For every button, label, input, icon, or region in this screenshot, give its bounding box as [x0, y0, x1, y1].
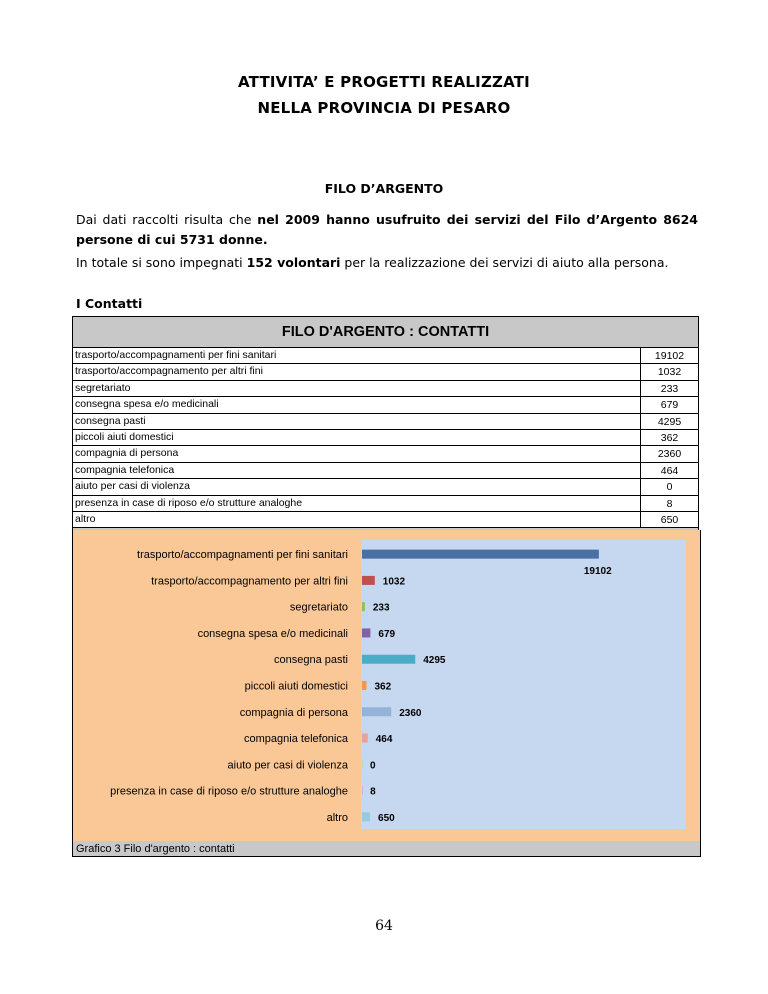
category-label: compagnia telefonica — [244, 733, 348, 746]
chart-container — [72, 530, 701, 857]
table-row-value: 8 — [666, 497, 673, 510]
bar — [362, 576, 375, 585]
bar — [362, 602, 365, 611]
table-row-label: consegna spesa e/o medicinali — [73, 397, 641, 412]
table-row-label: aiuto per casi di violenza — [73, 479, 641, 494]
intro-paragraph — [76, 210, 698, 250]
bar — [362, 628, 370, 637]
bar — [362, 734, 368, 743]
page-number: 64 — [375, 918, 393, 934]
table-row-label: compagnia telefonica — [73, 463, 641, 478]
category-label: consegna spesa e/o medicinali — [197, 627, 348, 640]
table-row — [73, 479, 698, 495]
category-label: presenza in case di riposo e/o strutture analoghe — [110, 785, 348, 798]
category-label: trasporto/accompagnamenti per fini sanitari — [137, 549, 348, 562]
bar — [362, 707, 391, 716]
data-label: 19102 — [583, 566, 612, 578]
table-row — [73, 463, 698, 479]
data-label: 2360 — [399, 707, 422, 719]
table-row-label: compagnia di persona — [73, 446, 641, 461]
page-title-line1: ATTIVITA’ E PROGETTI REALIZZATI — [238, 73, 530, 91]
data-label: 679 — [378, 628, 396, 640]
table-title: FILO D'ARGENTO : CONTATTI — [73, 317, 698, 348]
bar — [362, 681, 366, 690]
table-row — [73, 446, 698, 462]
table-body — [73, 348, 698, 528]
table-row — [73, 381, 698, 397]
table-row-value: 1032 — [657, 366, 682, 379]
data-label: 1032 — [382, 576, 406, 588]
data-label: 0 — [370, 760, 376, 772]
category-label: altro — [326, 811, 348, 824]
table-row-label: presenza in case di riposo e/o strutture analoghe — [73, 496, 641, 511]
volunteers-text-a: In totale si sono impegnati — [76, 255, 247, 270]
table-row-value: 19102 — [654, 350, 685, 362]
table-row — [73, 512, 698, 528]
table-row-value: 2360 — [657, 448, 682, 461]
data-label: 650 — [378, 812, 395, 824]
data-label: 8 — [370, 786, 376, 798]
table-row-value: 0 — [666, 481, 673, 494]
table-row-label: piccoli aiuti domestici — [73, 430, 641, 445]
intro-bold-text: nel 2009 hanno usufruito dei servizi del Filo d’Argento 8624 persone di cui 5731 donne. — [76, 212, 698, 247]
data-label: 362 — [374, 681, 392, 693]
section-heading: FILO D’ARGENTO — [324, 181, 444, 196]
table-row-label: trasporto/accompagnamento per altri fini — [73, 364, 641, 379]
category-label: piccoli aiuti domestici — [244, 680, 348, 693]
data-label: 464 — [375, 734, 393, 746]
bar — [362, 550, 599, 559]
page-title-line2: NELLA PROVINCIA DI PESARO — [257, 99, 511, 117]
bar-chart — [73, 530, 700, 841]
table-row — [73, 397, 698, 413]
category-label: compagnia di persona — [239, 706, 348, 719]
table-row-label: segretariato — [73, 381, 641, 396]
bar — [362, 812, 370, 821]
table-row-value: 233 — [660, 382, 679, 395]
table-row-value: 464 — [660, 464, 679, 477]
table-row-label: trasporto/accompagnamenti per fini sanitari — [73, 348, 641, 363]
table-row — [73, 414, 698, 430]
category-label: segretariato — [289, 601, 348, 614]
category-label: trasporto/accompagnamento per altri fini — [151, 575, 348, 588]
table-row-value: 650 — [660, 513, 679, 526]
table-row — [73, 348, 698, 364]
table-row — [73, 364, 698, 380]
data-label: 233 — [372, 602, 390, 614]
bar — [362, 655, 415, 664]
volunteers-paragraph — [76, 253, 698, 273]
intro-text: Dai dati raccolti risulta che — [76, 212, 258, 227]
table-row — [73, 496, 698, 512]
volunteers-bold: 152 volontari — [246, 255, 341, 270]
data-label: 4295 — [423, 655, 446, 667]
table-row-value: 362 — [660, 431, 679, 444]
table-row — [73, 430, 698, 446]
table-row-label: altro — [73, 512, 641, 527]
table-row-value: 4295 — [657, 415, 682, 428]
table-row-label: consegna pasti — [73, 414, 641, 429]
bar — [362, 760, 363, 769]
contacts-table — [72, 316, 699, 530]
contatti-subheading: I Contatti — [76, 296, 143, 311]
plot-area — [361, 540, 686, 829]
category-label: consegna pasti — [274, 654, 348, 667]
chart-caption: Grafico 3 Filo d'argento : contatti — [72, 841, 701, 857]
table-row-value: 679 — [660, 399, 679, 412]
category-label: aiuto per casi di violenza — [227, 759, 348, 772]
volunteers-text-c: per la realizzazione dei servizi di aiuto alla persona. — [340, 255, 669, 270]
bar — [362, 786, 363, 795]
